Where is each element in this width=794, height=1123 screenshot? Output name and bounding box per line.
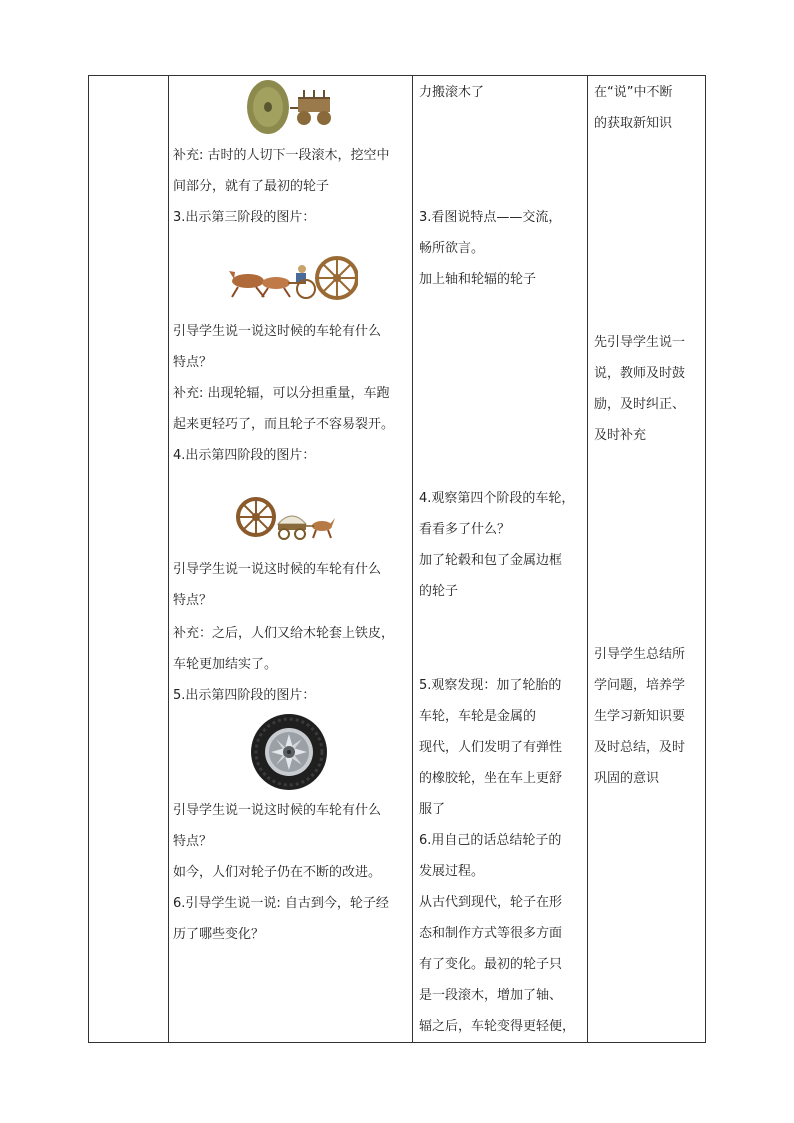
col3-line: 车轮，车轮是金属的 (419, 709, 537, 724)
col4-line: 说，教师及时鼓 (594, 366, 686, 381)
col3-line: 发展过程。 (419, 864, 485, 879)
col4-line: 先引导学生说一 (594, 335, 686, 350)
col3-line: 加上轴和轮辐的轮子 (419, 272, 537, 287)
col3-line: 看看多了什么？ (419, 522, 511, 537)
col3-line: 从古代到现代，轮子在形 (419, 895, 563, 910)
col2-line: 4.出示第四阶段的图片： (173, 448, 316, 463)
col2-line: 6.引导学生说一说: 自古到今，轮子经 (173, 896, 389, 911)
col4-line: 及时总结，及时 (594, 740, 686, 755)
modern-tire-image (247, 712, 331, 792)
stone-wheel-cart-image (246, 78, 334, 136)
col3-line: 是一段滚木，增加了轴、 (419, 988, 563, 1003)
col3-line: 辐之后，车轮变得更轻便， (419, 1019, 576, 1034)
col4-line: 在“说”中不断 (594, 85, 673, 100)
col3-line: 有了变化。最初的轮子只 (419, 957, 563, 972)
horse-chariot-image (226, 245, 358, 307)
covered-wagon-image (236, 488, 338, 546)
col2-line: 特点？ (173, 593, 213, 608)
col4-line: 的获取新知识 (594, 116, 673, 131)
col3-line: 力搬滚木了 (419, 85, 485, 100)
col3-line: 5.观察发现：加了轮胎的 (419, 678, 562, 693)
col2-line: 特点？ (173, 834, 213, 849)
col4-line: 及时补充 (594, 428, 647, 443)
column-divider (168, 76, 169, 1042)
col4-line: 引导学生总结所 (594, 647, 686, 662)
col3-line: 6.用自己的话总结轮子的 (419, 833, 562, 848)
col2-line: 起来更轻巧了，而且轮子不容易裂开。 (173, 417, 395, 432)
col2-line: 车轮更加结实了。 (173, 657, 278, 672)
col2-line: 特点？ (173, 355, 213, 370)
column-divider (412, 76, 413, 1042)
col2-line: 5.出示第四阶段的图片： (173, 688, 316, 703)
col4-line: 学问题，培养学 (594, 678, 686, 693)
col4-line: 巩固的意识 (594, 771, 660, 786)
col2-line: 间部分，就有了最初的轮子 (173, 179, 330, 194)
col3-line: 3.看图说特点——交流， (419, 210, 562, 225)
col2-line: 引导学生说一说这时候的车轮有什么 (173, 562, 382, 577)
col3-line: 现代，人们发明了有弹性 (419, 740, 563, 755)
col2-line: 历了哪些变化？ (173, 927, 265, 942)
col2-line: 如今，人们对轮子仍在不断的改进。 (173, 865, 382, 880)
col3-line: 畅所欲言。 (419, 241, 485, 256)
col2-line: 3.出示第三阶段的图片： (173, 210, 316, 225)
col3-line: 加了轮毂和包了金属边框 (419, 553, 563, 568)
col3-line: 态和制作方式等很多方面 (419, 926, 563, 941)
col2-line: 补充: 出现轮辐，可以分担重量，车跑 (173, 386, 390, 401)
col4-line: 生学习新知识要 (594, 709, 686, 724)
col3-line: 的轮子 (419, 584, 459, 599)
col2-line: 补充: 古时的人切下一段滚木，挖空中 (173, 148, 390, 163)
col2-line: 引导学生说一说这时候的车轮有什么 (173, 324, 382, 339)
column-divider (587, 76, 588, 1042)
col3-line: 的橡胶轮，坐在车上更舒 (419, 771, 563, 786)
col2-line: 补充：之后，人们又给木轮套上铁皮， (173, 626, 395, 641)
col2-line: 引导学生说一说这时候的车轮有什么 (173, 803, 382, 818)
col4-line: 励，及时纠正、 (594, 397, 686, 412)
col3-line: 4.观察第四个阶段的车轮， (419, 491, 575, 506)
col3-line: 服了 (419, 802, 446, 817)
